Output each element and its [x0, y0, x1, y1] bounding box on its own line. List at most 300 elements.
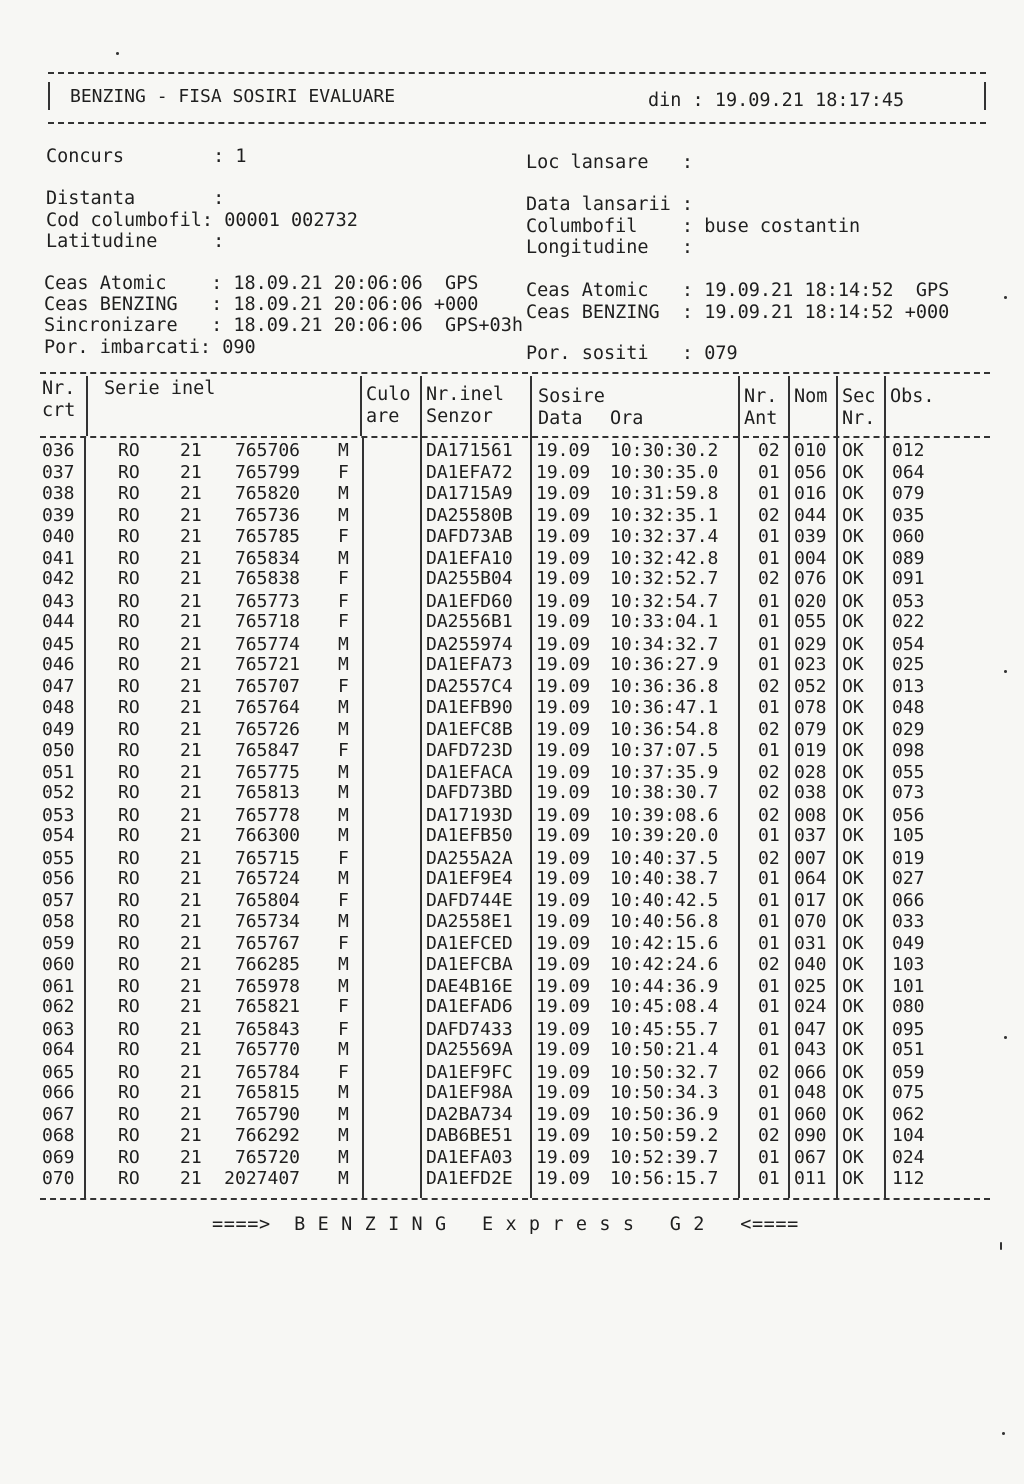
cell-nr-crt: 066: [42, 1082, 75, 1103]
table-row: [40, 1019, 990, 1040]
cell-ring-number: 765706: [234, 440, 300, 461]
cell-obs: 059: [892, 1061, 925, 1083]
cell-obs: 035: [892, 505, 925, 527]
table-header-rule: [40, 436, 990, 438]
cell-country: RO: [118, 525, 140, 547]
cell-sec-nr: OK: [842, 633, 864, 655]
table-row: [40, 805, 990, 826]
cell-nom: 016: [794, 482, 827, 504]
cell-year: 21: [180, 654, 202, 675]
cell-nr-ant: 01: [758, 611, 780, 633]
cell-obs: 066: [892, 890, 925, 912]
cell-year: 21: [180, 976, 202, 997]
cell-country: RO: [118, 568, 140, 590]
table-row: [40, 440, 990, 461]
cell-nr-crt: 046: [42, 654, 75, 675]
cell-nr-ant: 01: [758, 590, 780, 612]
cell-obs: 054: [892, 633, 925, 655]
cell-sex: F: [338, 590, 349, 612]
report-header: [48, 72, 986, 124]
cell-nom: 025: [794, 976, 827, 997]
cell-country: RO: [118, 482, 140, 504]
cell-time: 10:39:08.6: [610, 804, 719, 826]
cell-date: 19.09: [536, 676, 591, 698]
cell-sensor: DAE4B16E: [426, 976, 513, 997]
cell-nr-crt: 062: [42, 996, 75, 1018]
cell-sec-nr: OK: [842, 890, 864, 912]
cell-nr-ant: 01: [758, 1018, 780, 1040]
scan-speck: [1004, 296, 1007, 299]
cell-nom: 066: [794, 1061, 827, 1083]
cell-country: RO: [118, 611, 140, 633]
cell-nr-ant: 02: [758, 782, 780, 804]
cell-sec-nr: OK: [842, 1039, 864, 1061]
por-imbarcati-row: [44, 337, 256, 358]
cell-sensor: DA1EFD2E: [426, 1167, 513, 1189]
table-row: [40, 890, 990, 911]
report-date-value: 19.09.21 18:17:45: [714, 90, 905, 111]
clock-value: 18.09.21 20:06:06: [233, 273, 423, 294]
cell-country: RO: [118, 1018, 140, 1040]
header-culoare: Culo are: [366, 384, 411, 427]
header-sosire: Sosire: [538, 386, 605, 407]
cell-ring-number: 765775: [234, 762, 300, 783]
cell-sex: M: [338, 953, 349, 975]
cell-country: RO: [118, 633, 140, 655]
cell-nom: 056: [794, 462, 827, 484]
cell-ring-number: 765736: [234, 505, 300, 527]
cell-sec-nr: OK: [842, 910, 864, 932]
cell-sex: M: [338, 976, 349, 997]
cell-ring-number: 765815: [234, 1082, 300, 1103]
cell-sensor: DA1EFAD6: [426, 996, 513, 1018]
cell-time: 10:40:37.5: [610, 847, 719, 869]
cell-time: 10:50:34.3: [610, 1082, 719, 1103]
cell-date: 19.09: [536, 654, 591, 675]
cell-nom: 010: [794, 440, 827, 461]
cell-sec-nr: OK: [842, 976, 864, 997]
cell-time: 10:30:30.2: [610, 440, 719, 461]
cell-date: 19.09: [536, 1061, 591, 1083]
cell-nr-crt: 059: [42, 933, 75, 955]
cell-nr-crt: 040: [42, 525, 75, 547]
cell-year: 21: [180, 1147, 202, 1169]
cell-obs: 089: [892, 548, 925, 569]
cell-time: 10:45:08.4: [610, 996, 719, 1018]
cell-sex: M: [338, 482, 349, 504]
cell-country: RO: [118, 1147, 140, 1169]
cell-time: 10:50:36.9: [610, 1104, 719, 1126]
cell-sex: M: [338, 548, 349, 569]
cell-obs: 053: [892, 590, 925, 612]
cell-sensor: DA1EF9FC: [426, 1061, 513, 1083]
cell-date: 19.09: [536, 719, 591, 741]
cell-sex: F: [338, 676, 349, 698]
cell-year: 21: [180, 719, 202, 741]
cell-nom: 028: [794, 762, 827, 783]
cell-date: 19.09: [536, 440, 591, 461]
cell-obs: 104: [892, 1124, 925, 1146]
clock-label: Ceas BENZING :: [44, 294, 223, 315]
cell-nr-crt: 061: [42, 976, 75, 997]
cell-year: 21: [180, 996, 202, 1018]
cell-nom: 048: [794, 1082, 827, 1103]
cell-year: 21: [180, 462, 202, 484]
cell-sensor: DA17193D: [426, 804, 513, 826]
table-row: [40, 848, 990, 869]
cell-country: RO: [118, 1061, 140, 1083]
cell-nr-crt: 049: [42, 719, 75, 741]
cell-country: RO: [118, 825, 140, 847]
cell-nom: 044: [794, 505, 827, 527]
cell-country: RO: [118, 1124, 140, 1146]
cell-time: 10:32:52.7: [610, 568, 719, 590]
scan-speck: [116, 52, 119, 55]
cell-country: RO: [118, 462, 140, 484]
report-date-label: din :: [648, 90, 704, 111]
cell-sec-nr: OK: [842, 482, 864, 504]
cell-nr-ant: 01: [758, 633, 780, 655]
cell-nr-crt: 057: [42, 890, 75, 912]
table-row: [40, 1168, 990, 1189]
cell-time: 10:40:56.8: [610, 910, 719, 932]
cell-time: 10:32:37.4: [610, 525, 719, 547]
cell-sex: M: [338, 1104, 349, 1126]
cell-nr-ant: 02: [758, 762, 780, 783]
cell-sec-nr: OK: [842, 825, 864, 847]
cell-date: 19.09: [536, 633, 591, 655]
cell-nr-crt: 064: [42, 1039, 75, 1061]
cell-country: RO: [118, 440, 140, 461]
cell-country: RO: [118, 719, 140, 741]
cell-nom: 040: [794, 953, 827, 975]
cell-sensor: DA1EFCBA: [426, 953, 513, 975]
cell-sensor: DAFD7433: [426, 1018, 513, 1040]
cell-time: 10:32:54.7: [610, 590, 719, 612]
cell-ring-number: 765821: [234, 996, 300, 1018]
header-sec-nr: Sec Nr.: [842, 386, 876, 429]
cell-sensor: DA2557C4: [426, 676, 513, 698]
cell-nr-crt: 051: [42, 762, 75, 783]
cell-date: 19.09: [536, 890, 591, 912]
cell-ring-number: 765774: [234, 633, 300, 655]
cell-nr-ant: 01: [758, 1082, 780, 1103]
cell-sex: M: [338, 868, 349, 889]
scan-speck: [1002, 1432, 1005, 1435]
por-imbarcati-value: 090: [222, 337, 256, 358]
cell-date: 19.09: [536, 590, 591, 612]
cell-nr-crt: 054: [42, 825, 75, 847]
concurs-label: Concurs :: [46, 146, 225, 167]
cell-time: 10:38:30.7: [610, 782, 719, 804]
cell-nom: 004: [794, 548, 827, 569]
table-row: [40, 911, 990, 932]
table-bottom-rule: [40, 1198, 990, 1200]
cell-sex: M: [338, 1167, 349, 1189]
cell-ring-number: 765834: [234, 548, 300, 569]
longitudine-row: [526, 237, 693, 258]
cell-year: 21: [180, 739, 202, 761]
cell-nr-ant: 01: [758, 1104, 780, 1126]
columbofil-row: [526, 216, 860, 237]
col-divider: [360, 376, 362, 436]
cell-nr-crt: 052: [42, 782, 75, 804]
cell-date: 19.09: [536, 976, 591, 997]
cell-country: RO: [118, 676, 140, 698]
table-row: [40, 762, 990, 783]
cell-ring-number: 765843: [234, 1018, 300, 1040]
cell-country: RO: [118, 1104, 140, 1126]
concurs-row: [46, 146, 247, 167]
cell-year: 21: [180, 440, 202, 461]
cell-obs: 033: [892, 910, 925, 932]
cell-time: 10:37:35.9: [610, 762, 719, 783]
cell-nom: 020: [794, 590, 827, 612]
cell-sensor: DA1EFC8B: [426, 719, 513, 741]
cell-nom: 031: [794, 933, 827, 955]
table-row: [40, 825, 990, 846]
concurs-value: 1: [235, 146, 247, 167]
cell-sensor: DAFD73AB: [426, 525, 513, 547]
cell-obs: 105: [892, 825, 925, 847]
table-row: [40, 526, 990, 547]
cell-obs: 112: [892, 1167, 925, 1189]
cell-nr-ant: 02: [758, 440, 780, 461]
por-sositi-label: Por. sositi :: [526, 343, 694, 364]
scan-speck: [1000, 1242, 1002, 1250]
cell-sec-nr: OK: [842, 654, 864, 675]
longitudine-label: Longitudine :: [526, 237, 694, 258]
cell-sex: F: [338, 847, 349, 869]
table-row: [40, 1147, 990, 1168]
cell-sex: F: [338, 933, 349, 955]
report-date: [648, 90, 904, 111]
cell-date: 19.09: [536, 953, 591, 975]
cell-sex: M: [338, 440, 349, 461]
cell-nom: 023: [794, 654, 827, 675]
cod-columbofil-label: Cod columbofil:: [46, 210, 214, 231]
cell-year: 21: [180, 1167, 202, 1189]
cell-time: 10:44:36.9: [610, 976, 719, 997]
cell-time: 10:39:20.0: [610, 825, 719, 847]
clock-suffix: +000: [904, 302, 950, 323]
report-title: BENZING - FISA SOSIRI EVALUARE: [70, 86, 396, 107]
cell-nr-ant: 01: [758, 462, 780, 484]
cell-obs: 022: [892, 611, 925, 633]
cell-sec-nr: OK: [842, 1082, 864, 1103]
cell-nom: 064: [794, 868, 827, 889]
cell-nr-ant: 01: [758, 890, 780, 912]
cell-nom: 017: [794, 890, 827, 912]
cell-ring-number: 765767: [234, 933, 300, 955]
cell-date: 19.09: [536, 739, 591, 761]
cell-date: 19.09: [536, 996, 591, 1018]
cell-nr-crt: 056: [42, 868, 75, 889]
cell-nr-ant: 01: [758, 548, 780, 569]
table-row: [40, 591, 990, 612]
cell-year: 21: [180, 505, 202, 527]
cell-sensor: DA171561: [426, 440, 513, 461]
table-row: [40, 976, 990, 997]
cell-time: 10:50:32.7: [610, 1061, 719, 1083]
cell-nom: 060: [794, 1104, 827, 1126]
cell-date: 19.09: [536, 696, 591, 718]
left-clock-sincronizare: [44, 315, 523, 336]
cell-ring-number: 765978: [234, 976, 300, 997]
cell-sec-nr: OK: [842, 1061, 864, 1083]
cell-sensor: DA1EFACA: [426, 762, 513, 783]
cell-nom: 043: [794, 1039, 827, 1061]
cell-year: 21: [180, 762, 202, 783]
cell-time: 10:36:54.8: [610, 719, 719, 741]
header-nr-ant: Nr. Ant: [744, 386, 778, 429]
cell-sensor: DA1EFA10: [426, 548, 513, 569]
cell-date: 19.09: [536, 1082, 591, 1103]
cell-ring-number: 765724: [234, 868, 300, 889]
cell-sex: F: [338, 996, 349, 1018]
cell-date: 19.09: [536, 611, 591, 633]
cell-year: 21: [180, 525, 202, 547]
scan-speck: [1004, 670, 1007, 673]
cell-sex: M: [338, 910, 349, 932]
table-row: [40, 568, 990, 589]
footer-banner: ====> B E N Z I N G E x p r e s s G 2 <====: [212, 1214, 799, 1235]
cell-year: 21: [180, 611, 202, 633]
clock-value: 18.09.21 20:06:06: [233, 315, 423, 336]
clock-value: 19.09.21 18:14:52: [704, 280, 894, 301]
cell-sec-nr: OK: [842, 719, 864, 741]
cell-sex: M: [338, 719, 349, 741]
cell-obs: 025: [892, 654, 925, 675]
cell-country: RO: [118, 1039, 140, 1061]
header-nom: Nom: [794, 386, 828, 407]
cell-obs: 024: [892, 1147, 925, 1169]
cell-country: RO: [118, 910, 140, 932]
cell-sex: M: [338, 1147, 349, 1169]
cell-ring-number: 765784: [234, 1061, 300, 1083]
cell-ring-number: 765726: [234, 719, 300, 741]
cell-sex: M: [338, 782, 349, 804]
cell-year: 21: [180, 1039, 202, 1061]
cell-sec-nr: OK: [842, 847, 864, 869]
cell-date: 19.09: [536, 568, 591, 590]
cell-time: 10:42:15.6: [610, 933, 719, 955]
cell-nr-crt: 036: [42, 440, 75, 461]
table-row: [40, 1082, 990, 1103]
cell-date: 19.09: [536, 482, 591, 504]
cell-time: 10:32:42.8: [610, 548, 719, 569]
cell-year: 21: [180, 548, 202, 569]
header-ora: Ora: [610, 408, 644, 429]
cell-sec-nr: OK: [842, 933, 864, 955]
cell-nr-ant: 02: [758, 676, 780, 698]
cell-country: RO: [118, 590, 140, 612]
cell-obs: 049: [892, 933, 925, 955]
table-row: [40, 634, 990, 655]
cell-year: 21: [180, 1018, 202, 1040]
cell-nr-ant: 01: [758, 525, 780, 547]
cell-sensor: DA1EFCED: [426, 933, 513, 955]
por-sositi-row: [526, 343, 738, 364]
cell-ring-number: 765734: [234, 910, 300, 932]
cell-year: 21: [180, 953, 202, 975]
cell-country: RO: [118, 505, 140, 527]
cell-time: 10:34:32.7: [610, 633, 719, 655]
cell-sec-nr: OK: [842, 739, 864, 761]
cell-sex: M: [338, 804, 349, 826]
cell-sensor: DA1EFA73: [426, 654, 513, 675]
cell-date: 19.09: [536, 462, 591, 484]
cell-country: RO: [118, 890, 140, 912]
data-lansarii-row: [526, 194, 693, 215]
table-row: [40, 1062, 990, 1083]
cell-obs: 013: [892, 676, 925, 698]
cell-time: 10:50:59.2: [610, 1124, 719, 1146]
cell-obs: 073: [892, 782, 925, 804]
cell-sensor: DA1EFB90: [426, 696, 513, 718]
cell-nr-crt: 041: [42, 548, 75, 569]
cell-sec-nr: OK: [842, 505, 864, 527]
cell-sec-nr: OK: [842, 1104, 864, 1126]
cell-year: 21: [180, 825, 202, 847]
cell-nr-crt: 038: [42, 482, 75, 504]
cell-nr-ant: 01: [758, 696, 780, 718]
clock-label: Ceas Atomic :: [44, 273, 223, 294]
cell-sensor: DA1EF9E4: [426, 868, 513, 889]
cell-year: 21: [180, 568, 202, 590]
cell-date: 19.09: [536, 910, 591, 932]
cell-nr-crt: 042: [42, 568, 75, 590]
cell-nr-crt: 070: [42, 1167, 75, 1189]
cell-sex: M: [338, 1124, 349, 1146]
cell-obs: 064: [892, 462, 925, 484]
cell-nom: 076: [794, 568, 827, 590]
cell-sensor: DAFD73BD: [426, 782, 513, 804]
cell-nom: 052: [794, 676, 827, 698]
data-lansarii-label: Data lansarii :: [526, 194, 694, 215]
cell-nr-crt: 063: [42, 1018, 75, 1040]
cell-obs: 012: [892, 440, 925, 461]
cell-obs: 019: [892, 847, 925, 869]
cell-year: 21: [180, 1082, 202, 1103]
distanta-label: Distanta :: [46, 188, 225, 209]
table-row: [40, 933, 990, 954]
cell-ring-number: 765764: [234, 696, 300, 718]
distanta-row: [46, 188, 224, 209]
cell-country: RO: [118, 1082, 140, 1103]
cell-nr-ant: 01: [758, 868, 780, 889]
cell-sensor: DA1EFB50: [426, 825, 513, 847]
cell-nr-ant: 01: [758, 910, 780, 932]
cell-obs: 095: [892, 1018, 925, 1040]
cell-ring-number: 765813: [234, 782, 300, 804]
cell-date: 19.09: [536, 804, 591, 826]
cell-sec-nr: OK: [842, 1124, 864, 1146]
scan-speck: [1004, 1036, 1007, 1039]
loc-lansare-row: [526, 152, 693, 173]
cell-date: 19.09: [536, 1104, 591, 1126]
cell-year: 21: [180, 1124, 202, 1146]
cell-date: 19.09: [536, 762, 591, 783]
latitudine-label: Latitudine :: [46, 231, 225, 252]
cod-columbofil-row: [46, 210, 358, 231]
cell-ring-number: 766300: [234, 825, 300, 847]
cell-nr-ant: 01: [758, 1039, 780, 1061]
cell-nr-ant: 01: [758, 996, 780, 1018]
cell-time: 10:31:59.8: [610, 482, 719, 504]
cell-sensor: DA1EFA03: [426, 1147, 513, 1169]
cell-sex: M: [338, 696, 349, 718]
